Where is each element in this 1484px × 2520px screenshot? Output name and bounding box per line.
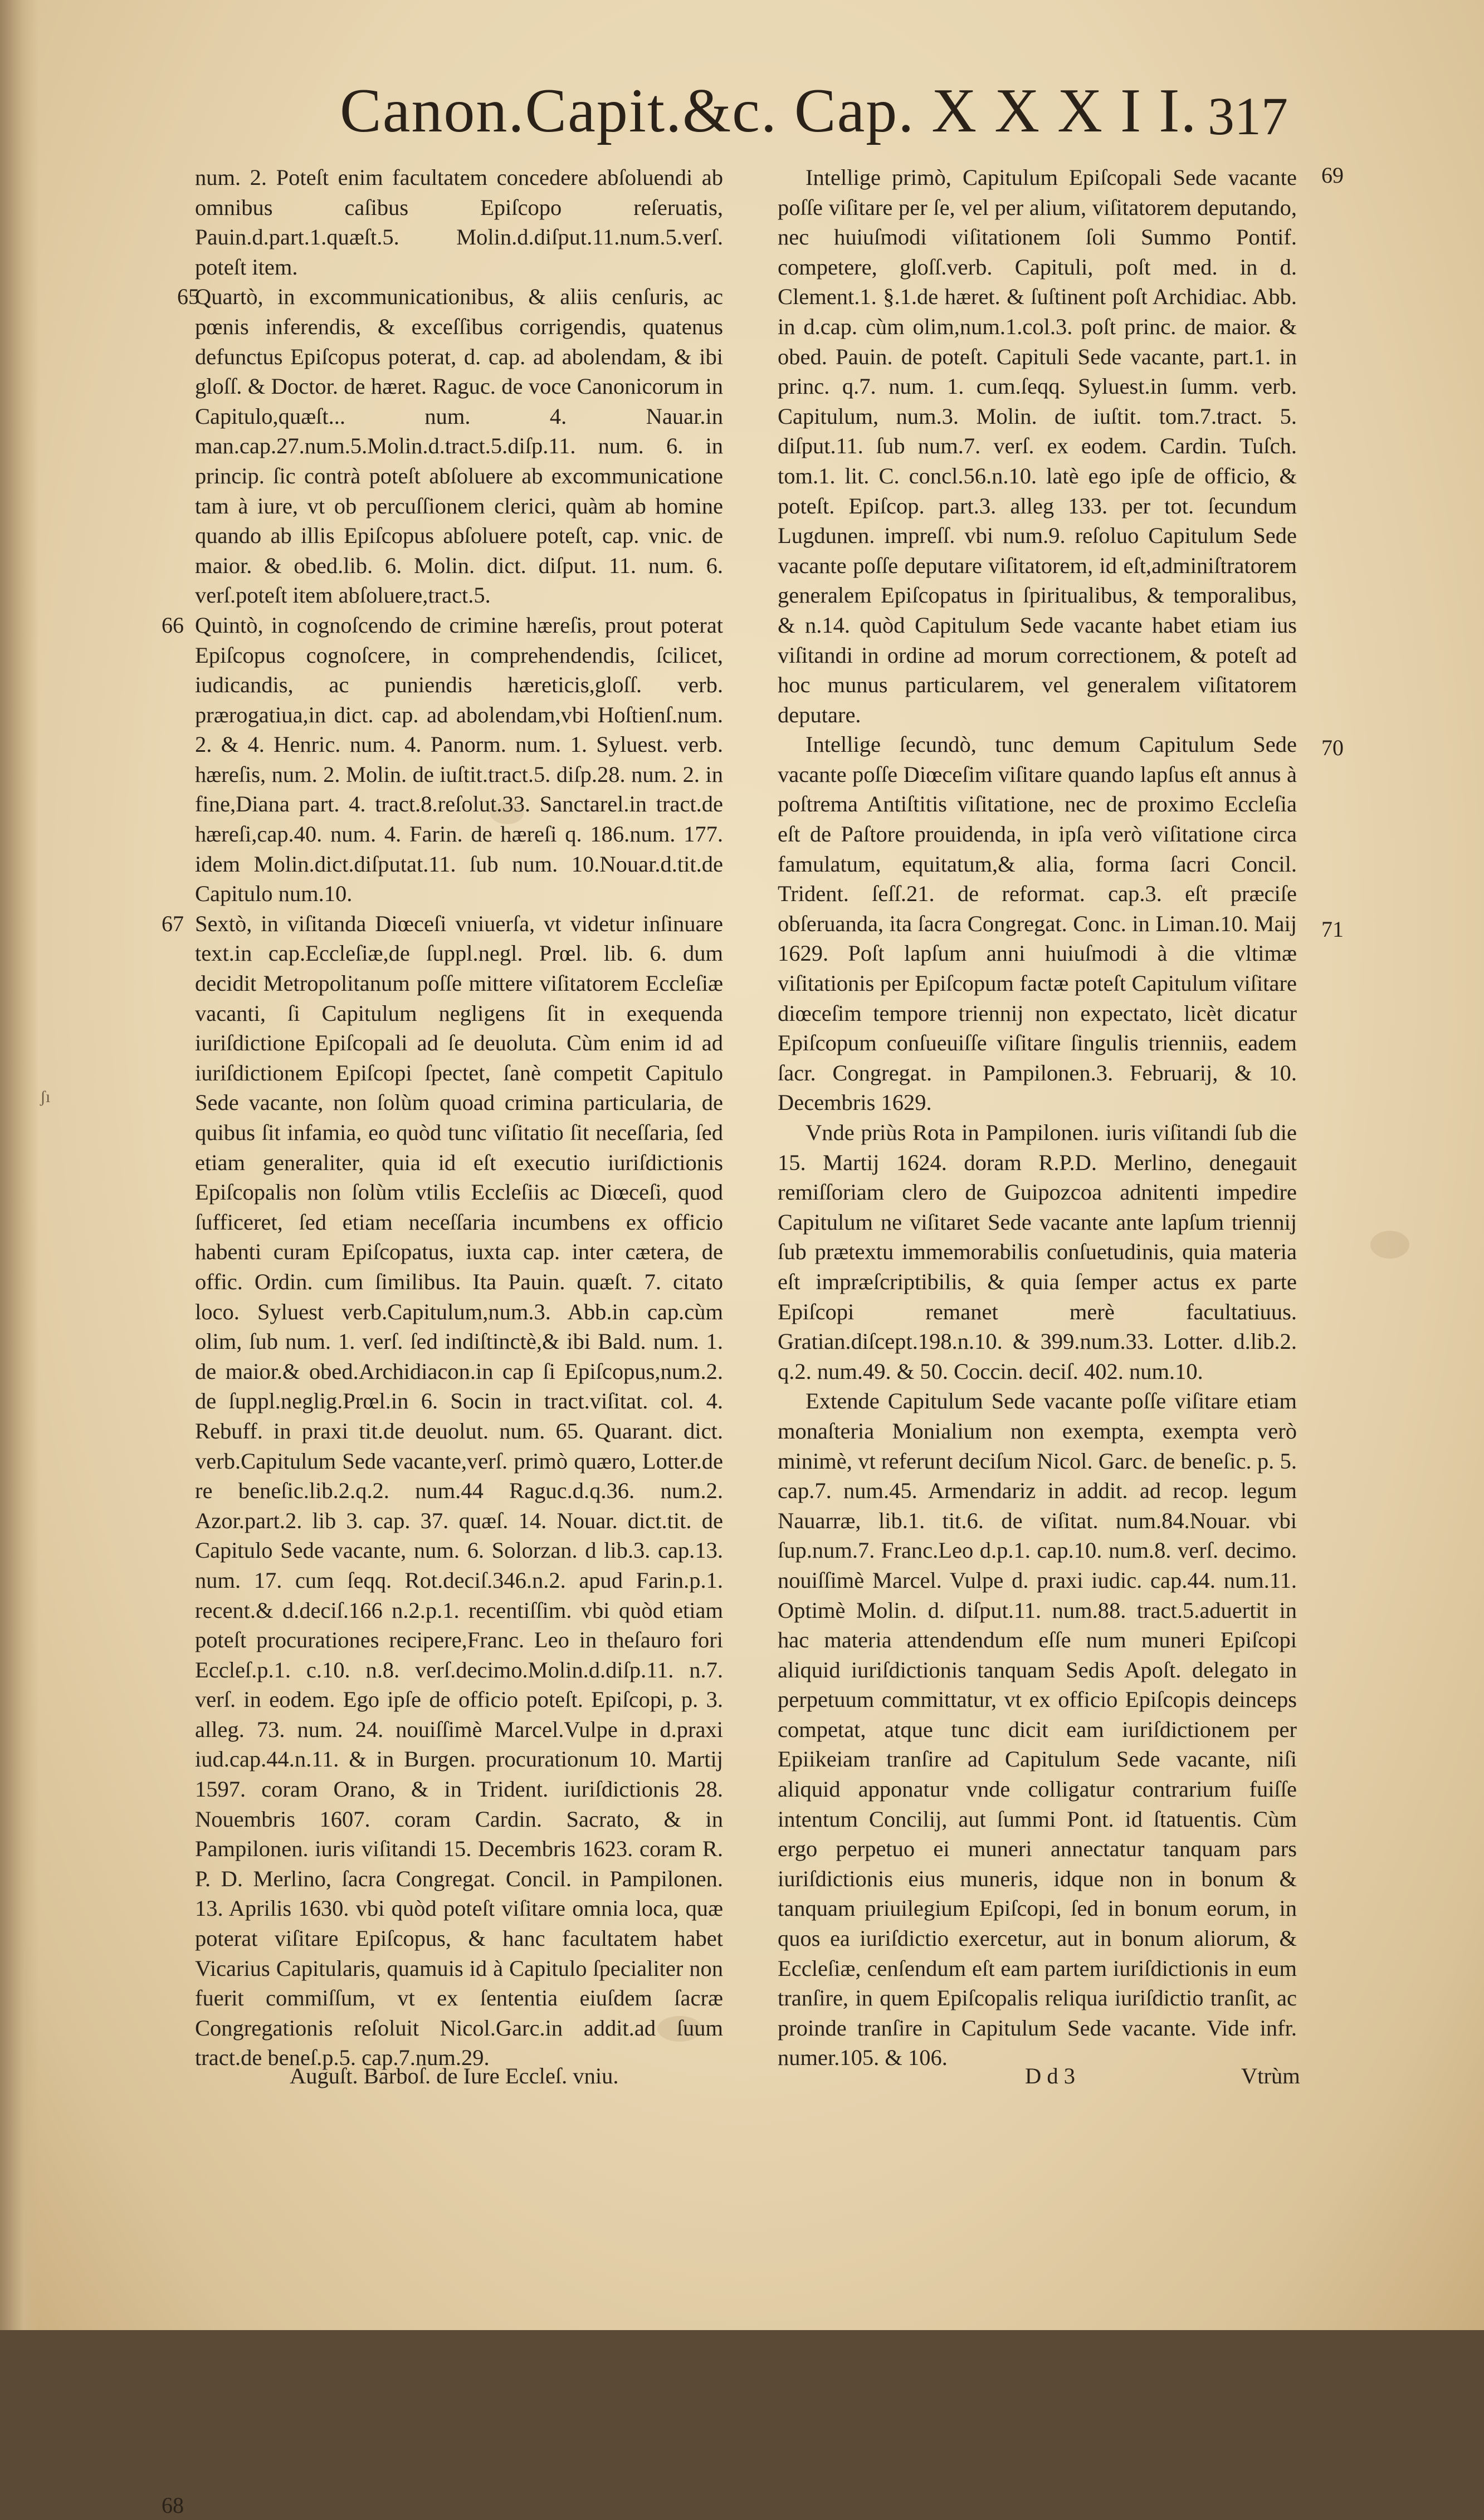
paper-stain <box>1370 1231 1409 1259</box>
page-number: 317 <box>1208 86 1288 146</box>
margin-number: 65 <box>177 284 199 310</box>
margin-number: 66 <box>162 612 184 638</box>
paragraph-text: Intellige primò, Capitulum Epiſcopali Sede vacante poſſe viſitare per ſe, vel per alium, viſitatorem deputando, nec huiuſmodi viſitationem ſoli Summo Pontif. competere, gloſſ.verb. Capituli, poſt med. in d. Clement.1. §.1.de hæret. & ſuſtinent poſt Archidiac. Abb. in d.cap. cùm olim,num.1.col.3. poſt princ. de maior. & obed. Pauin. de poteſt. Capituli Sede vacante, part.1. in princ. q.7. num. 1. cum.ſeqq. Syluest.in ſumm. verb. Capitulum, num.3. Molin. de iuſtit. tom.7.tract. 5. diſput.11. ſub num.7. verſ. ex eodem. Cardin. Tuſch. tom.1. lit. C. concl.56.n.10. latè ego ipſe de officio, & poteſt. Epiſcop. part.3. alleg 133. per tot. ſecundum Lugdunen. impreſſ. vbi num.9. reſoluo Capitulum Sede vacante poſſe deputare viſitatorem, id eſt,adminiſtratorem generalem Epiſcopatus in ſpiritualibus, & temporalibus, & n.14. quòd Capitulum Sede vacante habet etiam ius viſitandi in ordine ad morum correctionem, & poteſt ad hoc munus particularem, vel generalem viſitatorem deputare. <box>778 165 1297 727</box>
signature-mark: D d 3 <box>1025 2063 1075 2088</box>
paragraph-70 <box>778 730 1344 1118</box>
paragraph-66 <box>162 610 723 909</box>
paragraph-65 <box>177 282 723 610</box>
paragraph-69 <box>778 163 1344 730</box>
catchword: Vtrùm <box>1241 2063 1300 2088</box>
paragraph-text: Intellige ſecundò, tunc demum Capitulum Sede vacante poſſe Diœceſim viſitare quando lapſus eſt annus à poſtrema Antiſtitis viſitatione, nec de proximo Eccleſia eſt de Paſtore prouidenda, in ipſa verò viſitatione circa famulatum, equitatum,& alia, forma ſacri Concil. Trident. ſeſſ.21. de reformat. cap.3. eſt præciſe obſeruanda, ita ſacra Congregat. Conc. in Liman.10. Maij 1629. Poſt lapſum anni huiuſmodi à die vltimæ viſitationis per Epiſcopum factæ poteſt Capitulum viſitare diœceſim tempore triennij non expectato, licèt dicatur Epiſcopum conſueuiſſe viſitare ſingulis trienniis, eadem ſacr. Congregat. in Pampilonen.3. Februarij, & 10. Decembris 1629. <box>778 732 1297 1115</box>
page-header <box>0 75 1484 153</box>
margin-number: 69 <box>1321 163 1344 188</box>
author-catchline: Auguſt. Barboſ. de Iure Eccleſ. vniu. <box>290 2063 619 2088</box>
margin-number: 70 <box>1321 735 1344 761</box>
paragraph-text: Quintò, in cognoſcendo de crimine hæreſis, prout poterat Epiſcopus cognoſcere, in comprehendendis, ſcilicet, iudicandis, ac puniendis hæreticis,gloſſ. verb. prærogatiua,in dict. cap. ad abolendam,vbi Hoſtienſ.num. 2. & 4. Henric. num. 4. Panorm. num. 1. Syluest. verb. hæreſis, num. 2. Molin. de iuſtit.tract.5. diſp.28. num. 2. in fine,Diana part. 4. tract.8.reſolut.33. Sanctarel.in tract.de hæreſi,cap.40. num. 4. Farin. de hæreſi q. 186.num. 177. idem Molin.dict.diſputat.11. ſub num. 10.Nouar.d.tit.de Capitulo num.10. <box>195 612 723 907</box>
paragraph-text: Quartò, in excommunicationibus, & aliis cenſuris, ac pœnis inferendis, & exceſſibus corrigendis, quatenus defunctus Epiſcopus poterat, d. cap. ad abolendam, & ibi gloſſ. & Doctor. de hæret. Raguc. de voce Canonicorum in Capitulo,quæſt... num. 4. Nauar.in man.cap.27.num.5.Molin.d.tract.5.diſp.11. num. 6. in princip. ſic contrà poteſt abſoluere ab excommunicatione tam à iure, vt ob percuſſionem clerici, quàm ab homine quando ab illis Epiſcopus abſoluere poteſt, cap. vnic. de maior. & obed.lib. 6. Molin. dict. diſput. 11. num. 6. verſ.poteſt item abſoluere,tract.5. <box>195 284 723 608</box>
margin-mark: ʃı <box>40 1088 51 1106</box>
margin-number: 68 <box>162 2492 184 2518</box>
right-column <box>778 163 1344 2073</box>
paragraph-text: Vnde priùs Rota in Pampilonen. iuris viſitandi ſub die 15. Martij 1624. doram R.P.D. Merlino, denegauit remiſſoriam clero de Guipozcoa adnitenti impedire Capitulum ne viſitaret Sede vacante ante lapſum triennij ſub prætextu immemorabilis conſuetudinis, quia materia eſt impræſcriptibilis, & quia ſemper actus ex parte Epiſcopi remanet merè facultatiuus. Gratian.diſcept.198.n.10. & 399.num.33. Lotter. d.lib.2. q.2. num.49. & 50. Coccin. deciſ. 402. num.10. <box>778 1120 1297 1384</box>
page-gutter-shadow <box>0 0 39 2330</box>
paragraph-text: Extende Capitulum Sede vacante poſſe viſitare etiam monaſteria Monialium non exempta, exempta verò minimè, vt referunt deciſum Nicol. Garc. de beneſic. p. 5. cap.7. num.45. Armendariz in addit. ad recop. legum Nauarræ, lib.1. tit.6. de viſitat. num.84.Nouar. vbi ſup.num.7. Franc.Leo d.p.1. cap.10. num.8. verſ. decimo. nouiſſimè Marcel. Vulpe d. praxi iudic. cap.44. num.11. Optimè Molin. d. diſput.11. num.88. tract.5.aduertit in hac materia attendendum eſſe num muneri Epiſcopi aliquid iuriſdictionis tanquam Sedis Apoſt. delegato in perpetuum committatur, vt ex officio Epiſcopis deinceps competat, atque tunc dicit eam iuriſdictionem per Epiikeiam tranſire ad Capitulum Sede vacante, niſi aliquid apponatur vnde colligatur contrarium fuiſſe intentum Concilij, aut ſummi Pont. id ſtatuentis. Cùm ergo perpetuo ei muneri annectatur tanquam pars iuriſdictionis eius muneris, idque non in bonum & tanquam priuilegium Epiſcopi, ſed in bonum eorum, in quos ea iuriſdictio exercetur, aut in bonum aliorum, & Eccleſiæ, cenſendum eſt eam partem iuriſdictionis in eum tranſire, in quem Epiſcopalis reliqua iuriſdictio tranſit, ac proinde tranſire in Capitulum Sede vacante. Vide infr. numer.105. & 106. <box>778 1388 1297 2071</box>
margin-number: 71 <box>1321 917 1344 942</box>
paragraph-continuation: num. 2. Poteſt enim facultatem concedere abſoluendi ab omnibus caſibus Epiſcopo reſeruatis, Pauin.d.part.1.quæſt.5. Molin.d.diſput.11.num.5.verſ. poteſt item. <box>195 165 723 280</box>
paragraph-text: Sextò, in viſitanda Diœceſi vniuerſa, vt videtur inſinuare text.in cap.Eccleſiæ,de ſuppl.negl. Prœl. lib. 6. dum decidit Metropolitanum poſſe mittere viſitatorem Eccleſiæ vacanti, ſi Capitulum negligens ſit in exequenda iuriſdictione Epiſcopali ad ſe deuoluta. Cùm enim id ad iuriſdictionem Epiſcopi ſpectet, ſanè competit Capitulo Sede vacante, non ſolùm quoad crimina particularia, de quibus ſit infamia, eo quòd tunc viſitatio ſit neceſſaria, ſed etiam generaliter, quia id eſt executio iuriſdictionis Epiſcopalis non ſolùm vtilis Eccleſiis ac Diœceſi, quod ſufficeret, ſed etiam neceſſaria incumbens ex officio habenti curam Epiſcopatus, iuxta cap. inter cætera, de offic. Ordin. cum ſimilibus. Ita Pauin. quæſt. 7. citato loco. Syluest verb.Capitulum,num.3. Abb.in cap.cùm olim, ſub num. 1. verſ. ſed indiſtinctè,& ibi Bald. num. 1. de maior.& obed.Archidiacon.in cap ſi Epiſcopus,num.2. de ſuppl.neglig.Prœl.in 6. Socin in tract.viſitat. col. 4. Rebuff. in praxi tit.de deuolut. num. 65. Quarant. dict. verb.Capitulum Sede vacante,verſ. primò quæro, Lotter.de re beneſic.lib.2.q.2. num.44 Raguc.d.q.36. num.2. Azor.part.2. lib 3. cap. 37. quæſ. 14. Nouar. dict.tit. de Capitulo Sede vacante, num. 6. Solorzan. d lib.3. cap.13. num. 17. cum ſeqq. Rot.deciſ.346.n.2. apud Farin.p.1. recent.& d.deciſ.166 n.2.p.1. recentiſſim. vbi quòd etiam poteſt procurationes recipere,Franc. Leo in theſauro fori Eccleſ.p.1. c.10. n.8. verſ.decimo.Molin.d.diſp.11. n.7. verſ. in eodem. Ego ipſe de officio poteſt. Epiſcopi, p. 3. alleg. 73. num. 24. nouiſſimè Marcel.Vulpe in d.praxi iud.cap.44.n.11. & in Burgen. procurationum 10. Martij 1597. coram Orano, & in Trident. iuriſdictionis 28. Nouembris 1607. coram Cardin. Sacrato, & in Pampilonen. iuris viſitandi 15. Decembris 1623. coram R. P. D. Merlino, ſacra Congregat. Concil. in Pampilonen. 13. Aprilis 1630. vbi quòd poteſt viſitare omnia loca, quæ poterat viſitare Epiſcopus, & hanc facultatem habet Vicarius Capitularis, quamuis id à Capitulo ſpecialiter non fuerit commiſſum, vt ex ſententia eiuſdem ſacræ Congregationis reſoluit Nicol.Garc.in addit.ad ſuum tract.de beneſ.p.5. cap.7.num.29. <box>195 911 723 2071</box>
running-title: Canon.Capit.&c. Cap. X X X I I. <box>340 76 1198 145</box>
margin-number: 67 <box>162 911 184 936</box>
